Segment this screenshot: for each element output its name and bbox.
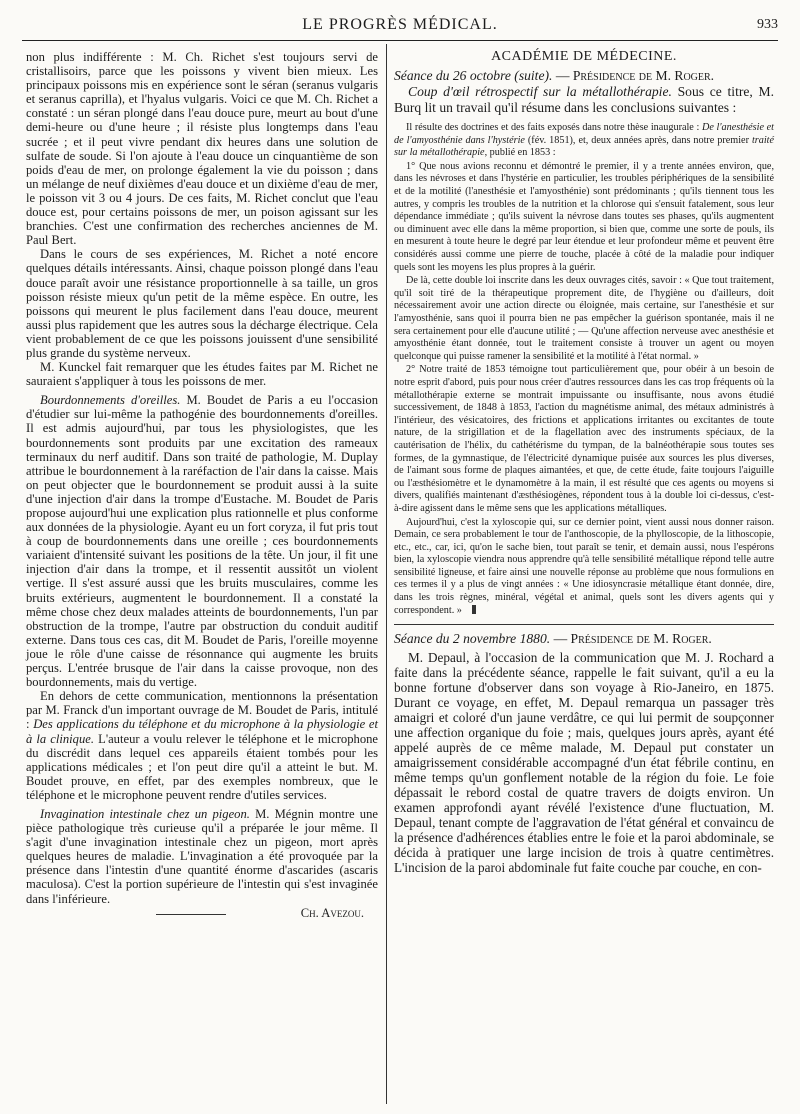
paragraph-bourdonnements: Bourdonnements d'oreilles. M. Boudet de Paris a eu l'occasion d'étudier sur lui-même la pathogénie des bourdonnements d'oreilles. Il est admis aujourd'hui, par tous les physiologistes, que les bourdonnements sont produits par une excitation des rameaux terminaux du nerf auditif. Dans son traité de pathologie, M. Duplay attribue le bourdonnement à la raréfaction de l'air dans la caisse. Mais on peut objecter que le bourdonnement se produit aussi à la suite d'une injection d'air dans la trompe d'Eustache. M. Boudet de Paris propose aujourd'hui une explication plus rationnelle et plus conforme aux données de la physiologie. Ayant eu un fort coryza, il fut pris tout à coup de bourdonnements dans une oreille ; ces bourdonnements variaient d'intensité suivant les positions de la tête. Un jour, il fit une injection d'air dans la trompe, et il ressentit aussitôt un violent vertige. Il s'est assuré aussi que les bruits musculaires, comme les bruits extérieurs, augmentent le bourdonnement. Il a constaté la même chose chez deux malades atteints de bourdonnements, l'un par obstruction de la trompe, l'autre par obstruction du conduit auditif externe. Dans tous ces cas, dit M. Boudet de Paris, l'oreille moyenne joue le rôle d'une caisse de résonnance qui augmente les bruits perçus. L'entrée brusque de l'air dans la caisse provoque, non des bourdonnements, mais du vertige. xyxy=(26,393,378,690)
conclusion-2: 2° Notre traité de 1853 témoigne tout particulièrement que, pour obéir à un besoin de notre esprit d'abord, puis pour nous créer d'autres ressources dans les cas trop fréquents où la métallothérapie externe se montrait impuissante ou insuffisante, nous avons étudié successivement, de 1848 à 1853, l'action du magnétisme animal, des métaux administrés à l'intérieur, des vésicatoires, des frictions et applications irritantes ou excitantes de toute nature, de la strigillation et de la flagellation avec des instruments spéciaux, de la cautérisation de l'hélix, du cathétérisme du tympan, de la balnéothérapie sous toutes ses formes, de la gymnastique, de l'électricité dynamique puisée aux sources les plus diverses, de l'aimant sous forme de plaques aimantées, et que, de cette étude, faite toujours l'aiguille ou l'æsthésiomètre et le dynamomètre à la main, il est résulté que ces agents ou moyens si divers, qualifiés maintenant d'æsthésiogènes, répondent tous à la double loi ci-dessus, c'est-à-dire agissent dans le même sens que les applications métalliques. xyxy=(394,364,774,514)
conclusion-xyloscopie: Aujourd'hui, c'est la xyloscopie qui, sur ce dernier point, vient aussi nous donner raison. Demain, ce sera probablement le tour de l'anthoscopie, de la phylloscopie, de la lithoscopie, etc., etc., car, ici, qu'on le sache bien, tout paraît se tenir, et demain aussi, nous l'espérons bien, la xyloscopie viendra nous apprendre qu'à telle sensibilité métallique répond telle autre sensibilité ligneuse, et faire ainsi une nouvelle réponse au problème que nous formulions en ces termes il y a plus de vingt années : « Une idiosyncrasie métallique étant donnée, dire, dans les trois règnes, minéral, végétal et animal, quels sont les divers agents qui y correspondent. » xyxy=(394,516,774,616)
book-title-telephone: Des applications du téléphone et du microphone à la physiologie et à la clinique. xyxy=(26,717,378,746)
right-column xyxy=(394,50,774,875)
session-separator xyxy=(394,624,774,625)
header-rule xyxy=(22,40,778,41)
session-heading-26-octobre: Séance du 26 octobre (suite). — Présidence de M. Roger. xyxy=(394,68,715,84)
paragraph-richet-fish: non plus indifférente : M. Ch. Richet s'est toujours servi de cristallisoirs, parce que les poissons y vivent bien mieux. Les principaux poissons mis en expérience sont le séran (seranus vulgaris et seranus caprilla), et l'hyalus vulgaris. Voici ce que M. Ch. Richet a constaté : un séran plongé dans l'eau douce pure, meurt au bout d'une demi-heure ou d'une heure ; il résiste plus longtemps dans l'eau sucrée ; et il peut vivre pendant dix heures dans une solution de sulfate de soude. Si l'on ajoute à l'eau douce un cinquantième de son poids d'eau de mer, on prolonge également la vie du poisson ; dans un mélange de neuf dixièmes d'eau douce et un dixième d'eau de mer, le poisson vit 3 ou 4 jours. De ces faits, M. Richet conclut que l'eau douce est, pour certains poissons de mer, un poison agissant sur les branchies. C'est une confirmation des recherches anciennes de M. Paul Bert. xyxy=(26,50,378,248)
section-heading-academie: ACADÉMIE DE MÉDECINE. xyxy=(491,49,677,64)
paragraph-depaul: M. Depaul, à l'occasion de la communication que M. J. Rochard a faite dans la précédente séance, rappelle le fait suivant, qu'il a eu la bonne fortune d'observer dans son voyage à Rio-Janeiro, en 1875. Durant ce voyage, en effet, M. Depaul remarqua un passager très amaigri et coloré d'un jaune verdâtre, ce qui lui permit de soupçonner une affection organique du foie ; mais, quelques jours après, ayant été appelé auprès de ce même malade, M. Depaul put constater un amaigrissement considérable accompagné d'un état fébrile continu, en même temps qu'un gonflement notable de la région du foie. Le foie dépassait le rebord costal de quatre travers de doigts environ. Un examen approfondi ayant révélé l'existence d'une fluctuation, M. Depaul, tenant compte de l'aggravation de l'état général et convaincu de la présence d'adhérences établies entre le foie et la paroi abdominale, se décida à pratiquer une large incision de trois à quatre centimètres. L'incision de la paroi abdominale fut faite couche par couche, en con- xyxy=(394,650,774,876)
page-header xyxy=(22,16,778,36)
section-title-invagination: Invagination intestinale chez un pigeon. xyxy=(40,806,250,821)
column-divider xyxy=(386,44,387,1104)
paragraph-telephone: En dehors de cette communication, mentionnons la présentation par M. Franck d'un important ouvrage de M. Boudet de Paris, intitulé : Des applications du téléphone et du microphone à la physiologie et à la clinique. L'auteur a voulu relever le téléphone et le microphone du discrédit dans lequel ces appareils étaient tombés pour les applications médicales ; et l'on peut dire qu'il a atteint le but. M. Boudet prouve, en effet, par des exemples nombreux, que le téléphone et le microphone peuvent rendre d'utiles services. xyxy=(26,689,379,802)
conclusion-1: 1° Que nous avions reconnu et démontré le premier, il y a trente années environ, que, dans les névroses et dans l'hystérie en particulier, les troubles périphériques de la sensibilité et de la motilité (l'anesthésie et l'amyosthénie) sont prédominants ; qu'ils tiennent tous les autres, y compris les troubles de la nutrition et la chlorose qui s'ensuit fatalement, sous leur dépendance immédiate ; qu'ils suivent la névrose dans toutes ses phases, qu'ils augmentent ou diminuent avec elle dans la même proportion, si bien que, comme une sorte de pouls, ils en mesurent à toute heure le degré par leur étendue et leur profondeur même et peuvent être considérés aussi comme une pierre de touche, placée à côté de la maladie pour indiquer quels sont les moyens les plus propres à la guérir. xyxy=(394,160,774,273)
burq-conclusions xyxy=(394,122,774,617)
conclusion-intro: Il résulte des doctrines et des faits exposés dans notre thèse inaugurale : De l'anesthésie et de l'amyosthénie dans l'hystérie (fév. 1851), et, deux années après, dans notre premier traité sur la métallothérapie, publié en 1853 : xyxy=(394,122,775,159)
author-signature: Ch. Avezou. xyxy=(300,905,364,920)
article-title-metallotherapie: Coup d'œil rétrospectif sur la métallothérapie. xyxy=(408,84,672,100)
ornament-mark xyxy=(472,605,476,614)
page-number: 933 xyxy=(757,17,778,32)
session-heading-2-novembre: Séance du 2 novembre 1880. — Présidence de M. Roger. xyxy=(394,631,712,647)
paragraph-invagination: Invagination intestinale chez un pigeon. M. Mégnin montre une pièce pathologique très curieuse qu'il a préparée le jour même. Il s'agit d'une invagination intestinale chez un pigeon, mort après quelques heures de maladie. L'invagination a été provoquée par la présence dans l'intestin d'une quantité énorme d'ascarides (ascaris maculosa). C'est la portion supérieure de l'intestin qui s'est invaginée dans l'inférieure. xyxy=(26,806,378,906)
paragraph-kunckel: M. Kunckel fait remarquer que les études faites par M. Richet ne sauraient s'appliquer à tous les poissons de mer. xyxy=(26,360,378,389)
paragraph-burq-intro: Coup d'œil rétrospectif sur la métallothérapie. Sous ce titre, M. Burq lit un travail qu'il résume dans les conclusions suivantes : xyxy=(394,84,774,116)
closing-rule xyxy=(156,914,226,920)
left-column xyxy=(26,50,378,920)
paragraph-richet-details: Dans le cours de ses expériences, M. Richet a noté encore quelques détails intéressants. Ainsi, chaque poisson plongé dans l'eau douce paraît avoir une résistance proportionnelle à sa taille, un gros poisson résiste mieux qu'un petit de la même espèce. En outre, les poissons qui meurent le plus facilement dans l'eau douce, meurent aussi plus rapidement que les autres sous la décharge électrique. Cela vient probablement de ce que les poissons jouissent d'une sensibilité plus grande du système nerveux. xyxy=(26,247,378,360)
section-title-bourdonnements: Bourdonnements d'oreilles. xyxy=(40,393,181,408)
journal-title: LE PROGRÈS MÉDICAL. xyxy=(302,16,498,33)
conclusion-double-loi: De là, cette double loi inscrite dans les deux ouvrages cités, savoir : « Que tout traitement, qu'il soit tiré de la thérapeutique proprement dite, de l'hygiène ou d'ailleurs, doit nécessairement avoir une action directe ou éloignée, mais certaine, sur l'anesthésie et sur l'amyosthénie, sans quoi il pourra bien ne pas empêcher la guérison spontanée, mais il ne sera certainement pour elle d'aucune utilité ; — Qu'une affection nerveuse avec anesthésie et amyosthénie étant donnée, tout le traitement consiste à trouver un agent ou moyen quelconque qui puisse ramener la sensibilité et la motilité à l'état normal. » xyxy=(394,275,774,362)
